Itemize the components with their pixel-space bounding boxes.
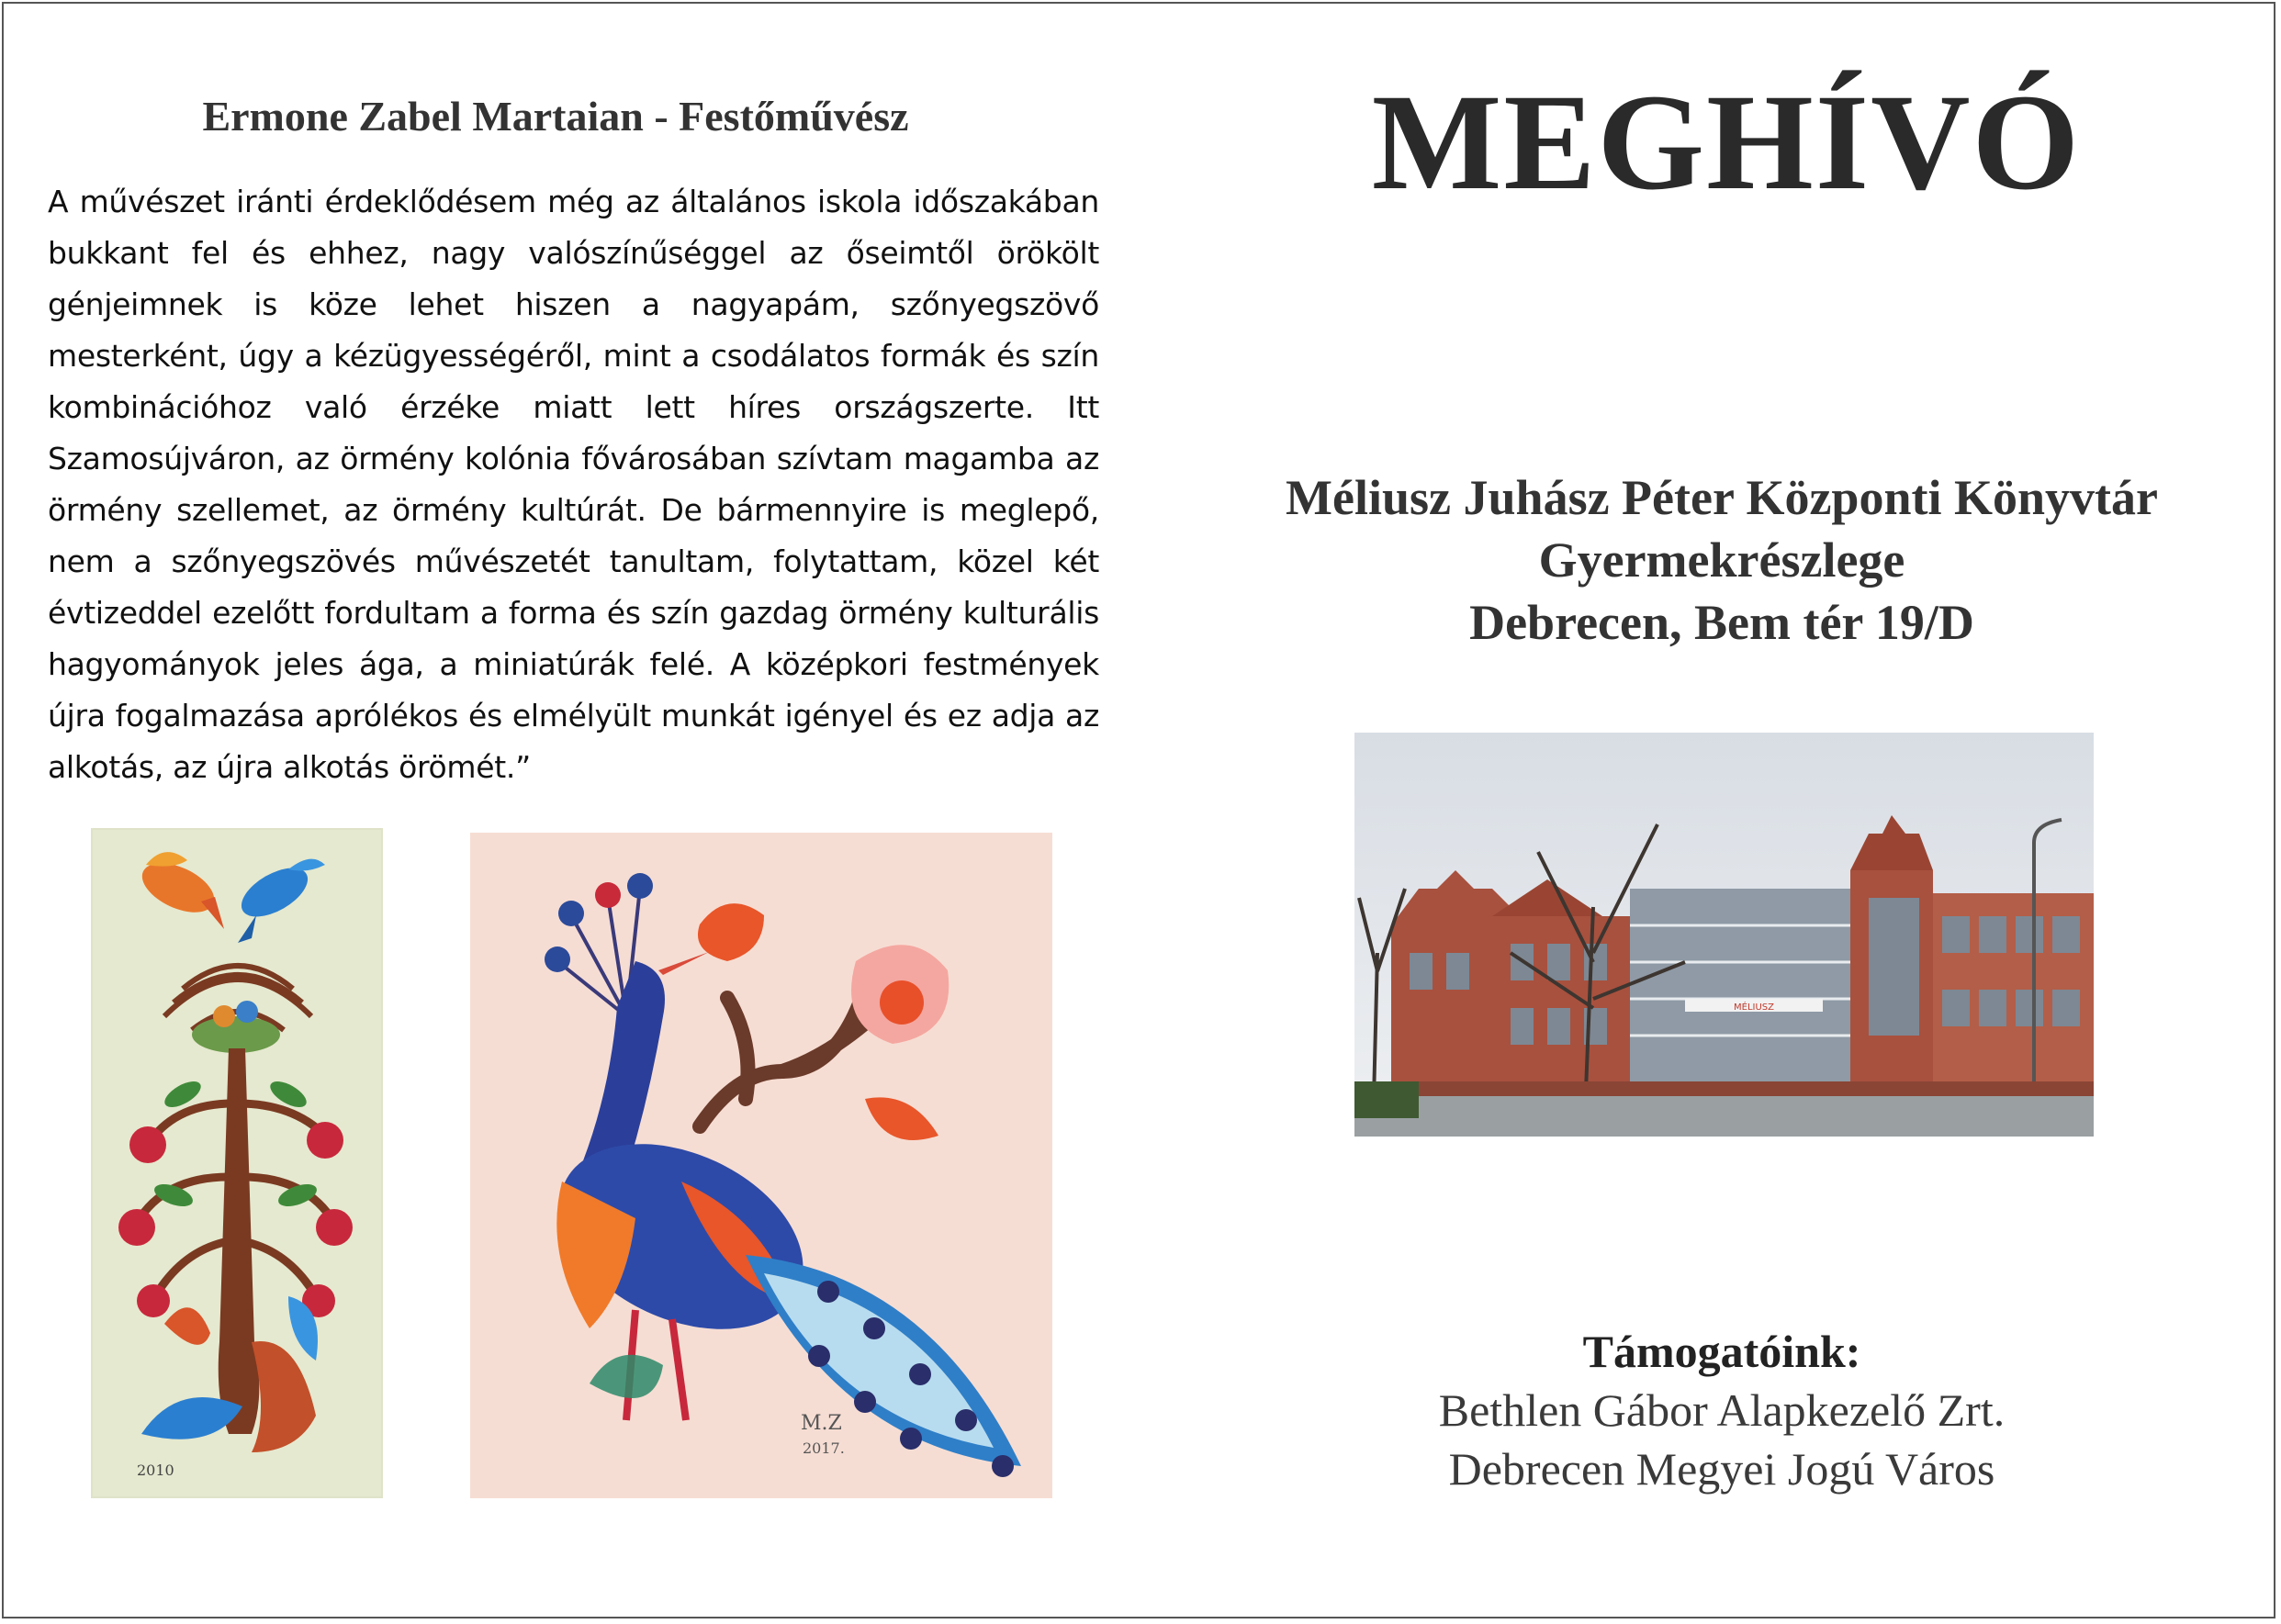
venue-department: Gyermekrészlege: [1538, 532, 1905, 588]
artist-paragraph: A művészet iránti érdeklődésem még az általános iskola időszakában bukkant fel és ehhez, nagy valószínűséggel az őseimtől örökölt génjeimnek is köze lehet hiszen a nagyapám, szőnyegszövő mesterként, úgy a kézügyességéről, mint a csodálatos formák és szín kombinációhoz való érzéke miatt lett híres országszerte. Itt Szamosújváron, az örmény kolónia fővárosában szívtam magamba az örmény szellemet, az örmény kultúrát. De bármennyire is meglepő, nem a szőnyegszövés művészetét tanultam, folytattam, közel két évtizeddel ezelőtt fordultam a forma és szín gazdag örmény kulturális hagyományok jeles ága, a miniatúrák felé. A középkori festmények újra fogalmazása aprólékos és elmélyült munkát igényel és ez adja az alkotás, az újra alkotás örömét.”: [48, 184, 1099, 785]
sponsors-heading: Támogatóink:: [1582, 1326, 1861, 1377]
venue-address: Debrecen, Bem tér 19/D: [1469, 595, 1974, 650]
painting-peacock: [470, 833, 1052, 1498]
painting-tree-of-life: [91, 828, 383, 1498]
artist-heading: Ermone Zabel Martaian - Festőművész: [202, 93, 909, 140]
sponsor-item: Debrecen Megyei Jogú Város: [1448, 1443, 1995, 1495]
library-sign: MÉLIUSZ: [1734, 1002, 1774, 1013]
svg-text:M.Z: M.Z: [801, 1412, 842, 1435]
sponsor-item: Bethlen Gábor Alapkezelő Zrt.: [1438, 1384, 2006, 1436]
invitation-title: MEGHÍVÓ: [1371, 66, 2082, 218]
svg-text:2010: 2010: [137, 1462, 174, 1479]
library-photo: [1354, 733, 2094, 1137]
venue-name: Méliusz Juhász Péter Központi Könyvtár: [1286, 470, 2158, 525]
svg-text:2017.: 2017.: [803, 1439, 845, 1457]
sponsors-block: [1194, 1322, 2250, 1498]
venue-block: [1194, 466, 2250, 654]
